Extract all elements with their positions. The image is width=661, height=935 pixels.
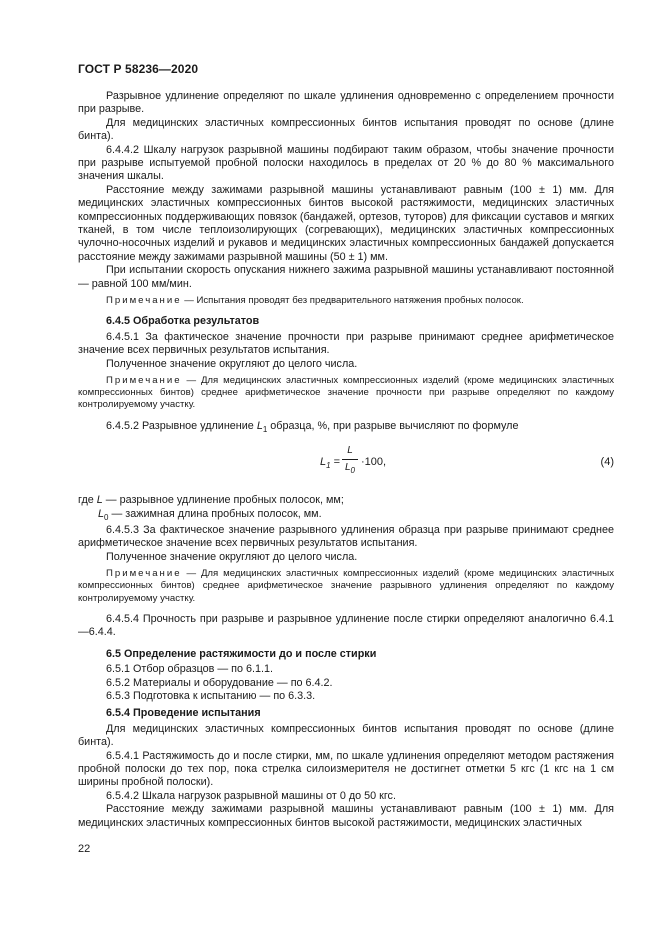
numerator: L (342, 444, 358, 459)
denominator (342, 460, 358, 477)
subscript: 0 (350, 465, 355, 475)
paragraph: Для медицинских эластичных компрессионных бинтов испытания проводят по основе (длине бинта). (78, 116, 614, 143)
text-run: где (78, 494, 97, 507)
text-run: — разрывное удлинение пробных полосок, мм; (102, 494, 344, 507)
paragraph: 6.4.5.3 За фактическое значение разрывного удлинения образца при разрыве принимают среднее арифметическое значение всех первичных результатов испытания. (78, 524, 614, 550)
paragraph: 6.5.4.2 Шкала нагрузок разрывной машины от 0 до 50 кгс. (106, 789, 396, 802)
variable: L (96, 494, 103, 507)
note (78, 295, 614, 307)
equals-sign: = (330, 456, 341, 469)
formula-fraction (342, 444, 358, 477)
paragraph (78, 420, 614, 437)
document-header: ГОСТ Р 58236—2020 (78, 62, 199, 76)
note-label: Примечание (106, 568, 182, 580)
subscript: 0 (104, 512, 109, 522)
note-label: Примечание (106, 295, 182, 307)
paragraph: Разрывное удлинение определяют по шкале удлинения одновременно с определением прочности при разрыве. (78, 90, 614, 116)
formula (78, 442, 614, 488)
paragraph: Расстояние между зажимами разрывной машины устанавливают равным (100 ± 1) мм. Для медицинских эластичных компрессионных бинтов высокой растяжимости, медицинских эластичных (78, 803, 614, 829)
formula-lhs (320, 456, 340, 473)
paragraph: 6.5.3 Подготовка к испытанию — по 6.3.3. (106, 689, 316, 702)
paragraph: 6.4.4.2 Шкалу нагрузок разрывной машины подбирают таким образом, чтобы значение прочности при разрыве испытуемой пробной полоски находилось в пределах от 20 % до 80 % максимального значения шкалы. (78, 143, 614, 183)
paragraph: 6.5.1 Отбор образцов — по 6.1.1. (106, 663, 274, 676)
paragraph: 6.4.5.1 За фактическое значение прочности при разрыве принимают среднее арифметическое значение всех первичных результатов испытания. (78, 330, 614, 357)
note (78, 375, 614, 412)
paragraph: 6.4.5.4 Прочность при разрыве и разрывное удлинение после стирки определяют аналогично 6.4.1—6.4.4. (78, 612, 614, 639)
section-heading: 6.4.5 Обработка результатов (106, 315, 260, 328)
note-text: — Для медицинских эластичных компрессионных изделий (кроме медицинских эластичных компрессионных бинтов) среднее арифметическое значение прочности при разрыве определяют по каждому контролируемому участку. (78, 374, 614, 411)
paragraph: При испытании скорость опускания нижнего зажима разрывной машины устанавливают постоянной — равной 100 мм/мин. (78, 264, 614, 290)
subscript: 1 (326, 461, 331, 471)
variable: L (98, 507, 105, 520)
formula-rest: ·100, (361, 456, 387, 469)
note-label: Примечание (106, 374, 182, 386)
paragraph: Полученное значение округляют до целого числа. (106, 550, 358, 563)
text-run: образца, %, при разрыве вычисляют по формуле (267, 419, 519, 432)
note-text: — Испытания проводят без предварительного натяжения пробных полосок. (181, 295, 524, 307)
paragraph: 6.5.2 Материалы и оборудование — по 6.4.2. (106, 676, 333, 689)
paragraph: Полученное значение округляют до целого числа. (106, 357, 358, 370)
document-body (78, 90, 614, 830)
paragraph: Для медицинских эластичных компрессионных бинтов испытания проводят по основе (длине бинта). (78, 722, 614, 749)
note (78, 568, 614, 605)
subscript: 1 (262, 424, 268, 434)
legend-line (78, 508, 614, 525)
paragraph: Расстояние между зажимами разрывной машины устанавливают равным (100 ± 1) мм. Для медицинских эластичных компрессионных бинтов высокой растяжимости, медицинских эластичных компрессионных поддерживающих повязок (бандажей, ортезов, туторов) для фиксации суставов и мягких тканей, в том числе теплоизолирующих (согревающих), медицинских эластичных компрессионных чулочно-носочных изделий и рукавов и медицинских эластичных компрессионных бандажей допускается расстояние между зажимами разрывной машины (50 ± 1) мм. (78, 183, 614, 263)
formula-number: (4) (600, 456, 614, 469)
paragraph: 6.5.4.1 Растяжимость до и после стирки, мм, по шкале удлинения определяют методом растяжения пробной полоски до тех пор, пока стрелка силоизмерителя не достигнет отметки 5 кгс (1 кгс на 1 см ширины пробной полоски). (78, 749, 614, 789)
section-heading: 6.5.4 Проведение испытания (106, 707, 261, 720)
text-run: 6.4.5.2 Разрывное удлинение (106, 419, 257, 432)
section-heading: 6.5 Определение растяжимости до и после стирки (106, 647, 377, 660)
variable: L (320, 456, 327, 469)
text-run: — зажимная длина пробных полосок, мм. (108, 507, 322, 520)
note-text: — Для медицинских эластичных компрессионных изделий (кроме медицинских эластичных компрессионных бинтов) среднее арифметическое значение разрывного удлинения определяют по каждому контролируемому участку. (78, 568, 614, 604)
page-number: 22 (78, 843, 91, 855)
variable: L (344, 461, 351, 473)
variable: L (256, 419, 263, 432)
legend-line (78, 494, 614, 507)
